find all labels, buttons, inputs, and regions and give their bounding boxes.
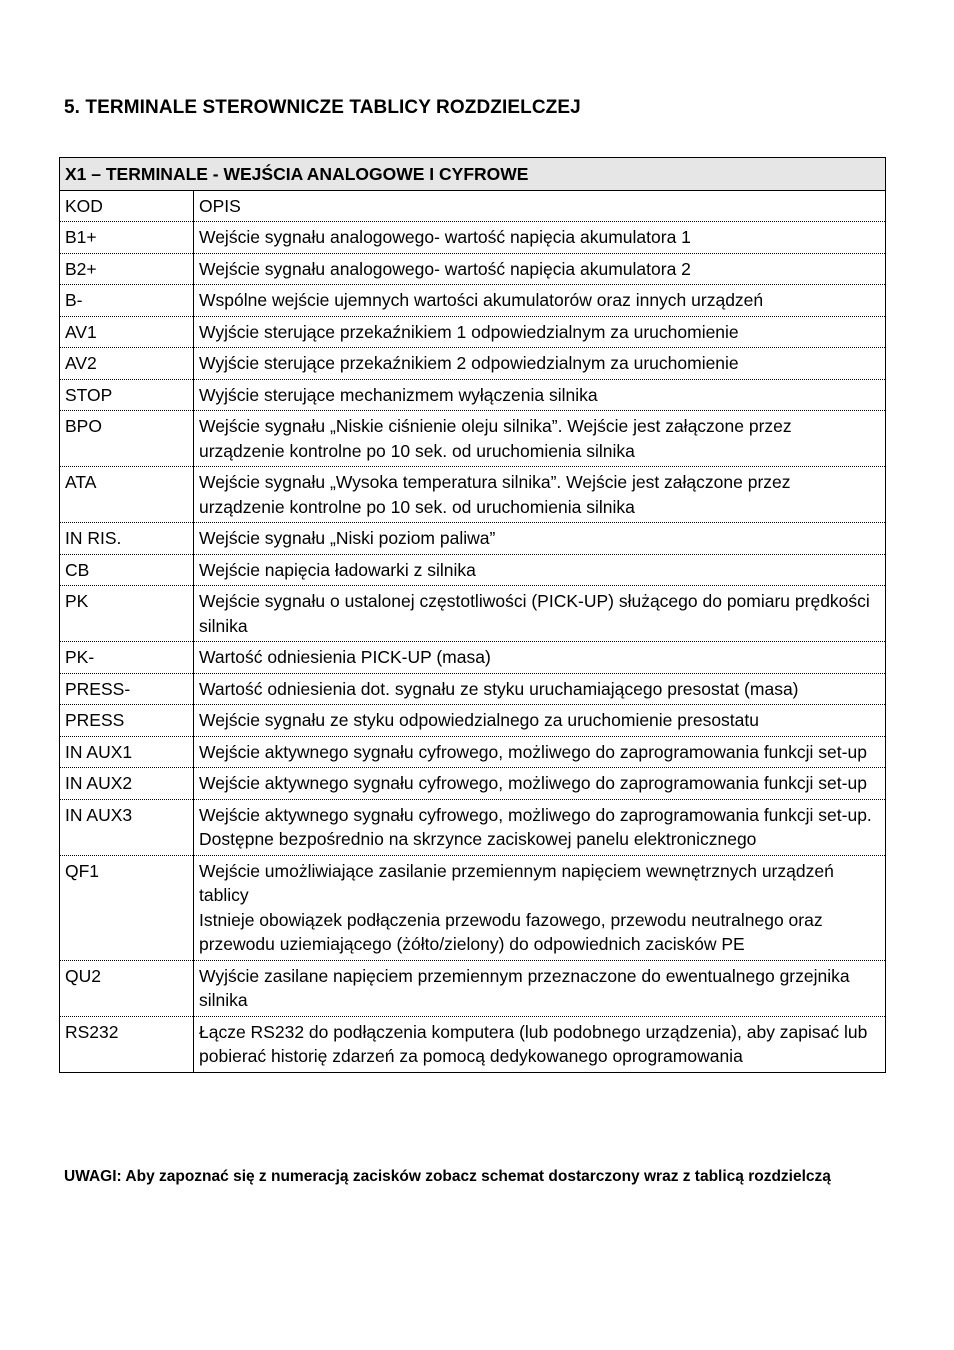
terminal-code: B2+ <box>60 253 194 285</box>
terminal-description <box>194 673 886 705</box>
terminal-code: PRESS <box>60 705 194 737</box>
table-row <box>60 705 886 737</box>
description-text: Wejście sygnału „Niskie ciśnienie oleju silnika”. Wejście jest załączone przez urządzenie kontrolne po 10 sek. od uruchomienia silnika <box>199 416 792 461</box>
terminal-code: QF1 <box>60 855 194 960</box>
terminal-code: ATA <box>60 467 194 523</box>
description-text: Wejście aktywnego sygnału cyfrowego, możliwego do zaprogramowania funkcji set-up <box>199 741 867 762</box>
table-row <box>60 379 886 411</box>
terminal-code: CB <box>60 554 194 586</box>
description-text: Wejście sygnału analogowego- wartość napięcia akumulatora 1 <box>199 227 691 247</box>
table-row <box>60 316 886 348</box>
description-text: Wyjście sterujące przekaźnikiem 1 odpowiedzialnym za uruchomienie <box>199 321 739 342</box>
terminal-code: IN AUX2 <box>60 768 194 800</box>
description-text: Wejście napięcia ładowarki z silnika <box>199 559 476 580</box>
terminal-code: AV2 <box>60 348 194 380</box>
table-row <box>60 523 886 555</box>
terminal-description <box>194 222 886 254</box>
description-text: Wspólne wejście ujemnych wartości akumulatorów oraz innych urządzeń <box>199 290 764 310</box>
terminal-description <box>194 411 886 467</box>
terminal-description <box>194 768 886 800</box>
description-text: Wejście sygnału ze styku odpowiedzialnego za uruchomienie presostatu <box>199 710 759 730</box>
terminal-code: BPO <box>60 411 194 467</box>
table-row <box>60 799 886 855</box>
description-text: Wartość odniesienia PICK-UP (masa) <box>199 647 491 667</box>
description-text: Łącze RS232 do podłączenia komputera (lub podobnego urządzenia), aby zapisać lub pobierać historię zdarzeń za pomocą dedykowanego oprogramowania <box>199 1021 868 1066</box>
terminal-description <box>194 799 886 855</box>
terminal-description <box>194 523 886 555</box>
table-row <box>60 768 886 800</box>
terminal-description <box>194 348 886 380</box>
section-heading: 5. TERMINALE STEROWNICZE TABLICY ROZDZIELCZEJ <box>64 97 581 118</box>
terminal-description <box>194 960 886 1016</box>
terminals-table <box>59 157 886 1073</box>
table-row <box>60 960 886 1016</box>
table-row <box>60 855 886 960</box>
table-row <box>60 285 886 317</box>
terminal-code: PRESS- <box>60 673 194 705</box>
table-row <box>60 586 886 642</box>
column-header-description: OPIS <box>194 190 886 222</box>
table-row <box>60 348 886 380</box>
description-text: Wejście sygnału analogowego- wartość napięcia akumulatora 2 <box>199 258 691 279</box>
description-text: Wartość odniesienia dot. sygnału ze styku uruchamiającego presostat (masa) <box>199 678 799 699</box>
terminal-code: AV1 <box>60 316 194 348</box>
terminal-description <box>194 467 886 523</box>
terminal-description <box>194 554 886 586</box>
table-title-row <box>60 158 886 191</box>
terminal-description <box>194 379 886 411</box>
terminal-description <box>194 736 886 768</box>
table-row <box>60 642 886 674</box>
terminal-code: B1+ <box>60 222 194 254</box>
description-text: Wejście aktywnego sygnału cyfrowego, możliwego do zaprogramowania funkcji set-up. Dostępne bezpośrednio na skrzynce zaciskowej panelu elektronicznego <box>199 804 872 849</box>
description-text-extra: Istnieje obowiązek podłączenia przewodu fazowego, przewodu neutralnego oraz przewodu uziemiającego (żółto/zielony) do odpowiednich zacisków PE <box>199 909 823 954</box>
terminal-code: QU2 <box>60 960 194 1016</box>
description-text: Wyjście zasilane napięciem przemiennym przeznaczone do ewentualnego grzejnika silnika <box>199 965 850 1010</box>
terminal-code: PK- <box>60 642 194 674</box>
terminal-description <box>194 855 886 960</box>
description-text: Wejście sygnału „Wysoka temperatura silnika”. Wejście jest załączone przez urządzenie kontrolne po 10 sek. od uruchomienia silnika <box>199 472 791 517</box>
column-header-code: KOD <box>60 190 194 222</box>
terminal-description <box>194 316 886 348</box>
terminal-code: IN RIS. <box>60 523 194 555</box>
table-row <box>60 411 886 467</box>
description-text: Wyjście sterujące przekaźnikiem 2 odpowiedzialnym za uruchomienie <box>199 353 739 373</box>
table-row <box>60 222 886 254</box>
terminal-code: PK <box>60 586 194 642</box>
terminal-code: RS232 <box>60 1016 194 1072</box>
description-text: Wejście sygnału o ustalonej częstotliwości (PICK-UP) służącego do pomiaru prędkości silnika <box>199 591 870 636</box>
note-text: UWAGI: Aby zapoznać się z numeracją zacisków zobacz schemat dostarczony wraz z tablicą rozdzielczą <box>64 1168 831 1185</box>
table-header-row <box>60 190 886 222</box>
terminal-code: B- <box>60 285 194 317</box>
table-row <box>60 253 886 285</box>
description-text: Wejście sygnału „Niski poziom paliwa” <box>199 528 496 548</box>
table-title: X1 – TERMINALE - WEJŚCIA ANALOGOWE I CYFROWE <box>60 158 886 191</box>
terminal-description <box>194 253 886 285</box>
terminal-code: IN AUX1 <box>60 736 194 768</box>
terminal-description <box>194 285 886 317</box>
table-row <box>60 554 886 586</box>
table-row <box>60 673 886 705</box>
description-text: Wejście aktywnego sygnału cyfrowego, możliwego do zaprogramowania funkcji set-up <box>199 773 867 793</box>
table-row <box>60 736 886 768</box>
table-row <box>60 467 886 523</box>
terminal-code: IN AUX3 <box>60 799 194 855</box>
terminal-description <box>194 642 886 674</box>
description-text: Wejście umożliwiające zasilanie przemiennym napięciem wewnętrznych urządzeń tablicy <box>199 860 834 905</box>
terminal-description <box>194 1016 886 1072</box>
terminal-description <box>194 586 886 642</box>
table-row <box>60 1016 886 1072</box>
terminal-code: STOP <box>60 379 194 411</box>
description-text: Wyjście sterujące mechanizmem wyłączenia silnika <box>199 384 598 405</box>
terminal-description <box>194 705 886 737</box>
